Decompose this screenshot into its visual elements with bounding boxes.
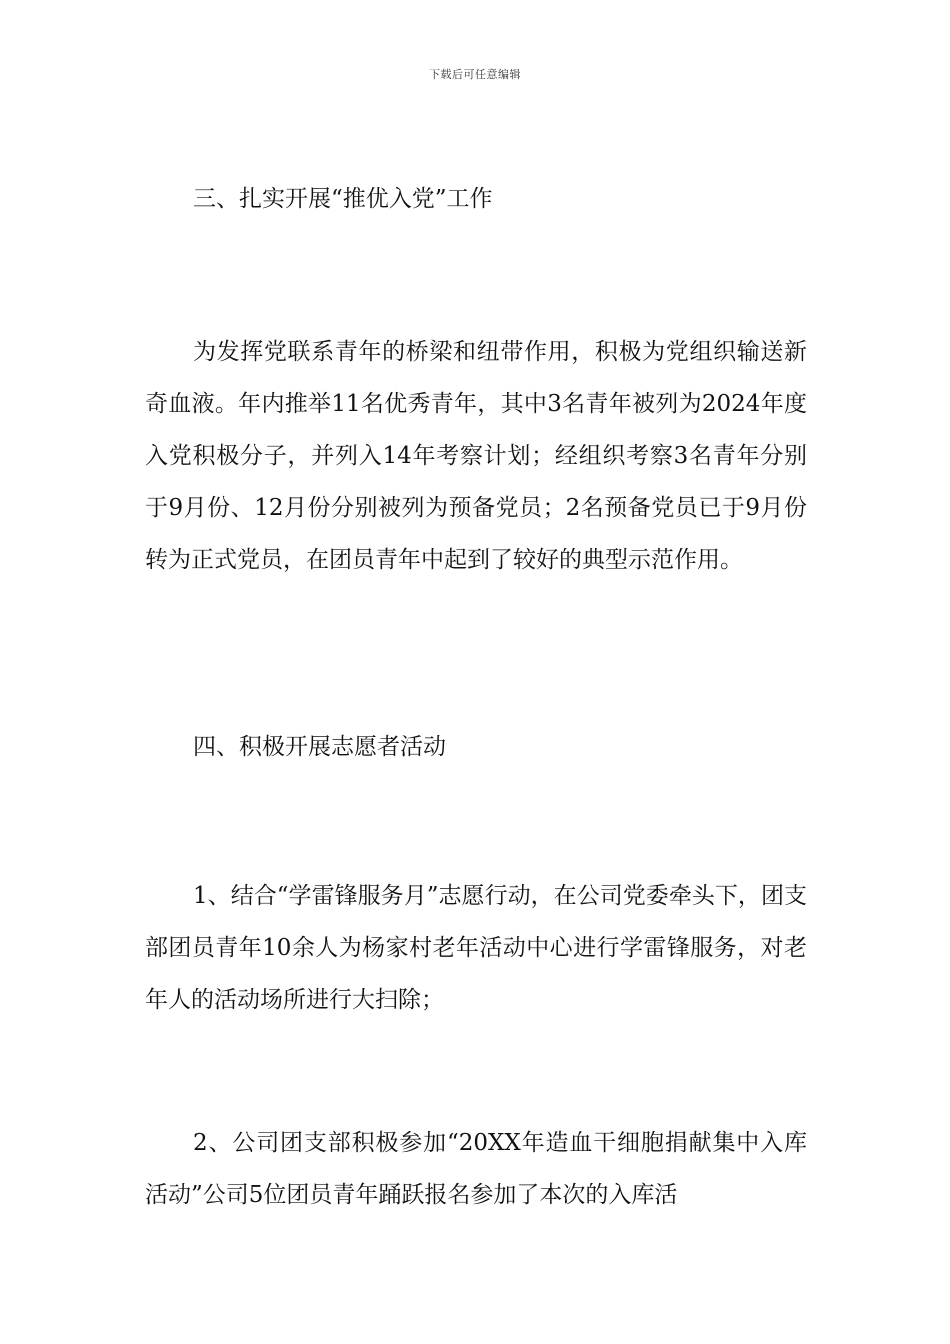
paragraph-volunteer-lei-feng: 1、结合“学雷锋服务月”志愿行动，在公司党委牵头下，团支部团员青年10余人为杨家村老年活动中心进行学雷锋服务，对老年人的活动场所进行大扫除； <box>145 883 807 1013</box>
section-heading-four: 四、积极开展志愿者活动 <box>193 734 446 760</box>
paragraph-stem-cell-donation: 2、公司团支部积极参加“20XX年造血干细胞捐献集中入库活动”公司5位团员青年踊跃报名参加了本次的入库活 <box>145 1130 807 1208</box>
page-header-note: 下载后可任意编辑 <box>429 68 521 81</box>
section-heading-three: 三、扎实开展“推优入党”工作 <box>193 186 493 212</box>
paragraph-party-recommendation: 为发挥党联系青年的桥梁和纽带作用，积极为党组织输送新奇血液。年内推举11名优秀青年，其中3名青年被列为2024年度入党积极分子，并列入14年考察计划；经组织考察3名青年分别于9月份、12月份分别被列为预备党员；2名预备党员已于9月份转为正式党员，在团员青年中起到了较好的典型示范作用。 <box>145 339 807 573</box>
